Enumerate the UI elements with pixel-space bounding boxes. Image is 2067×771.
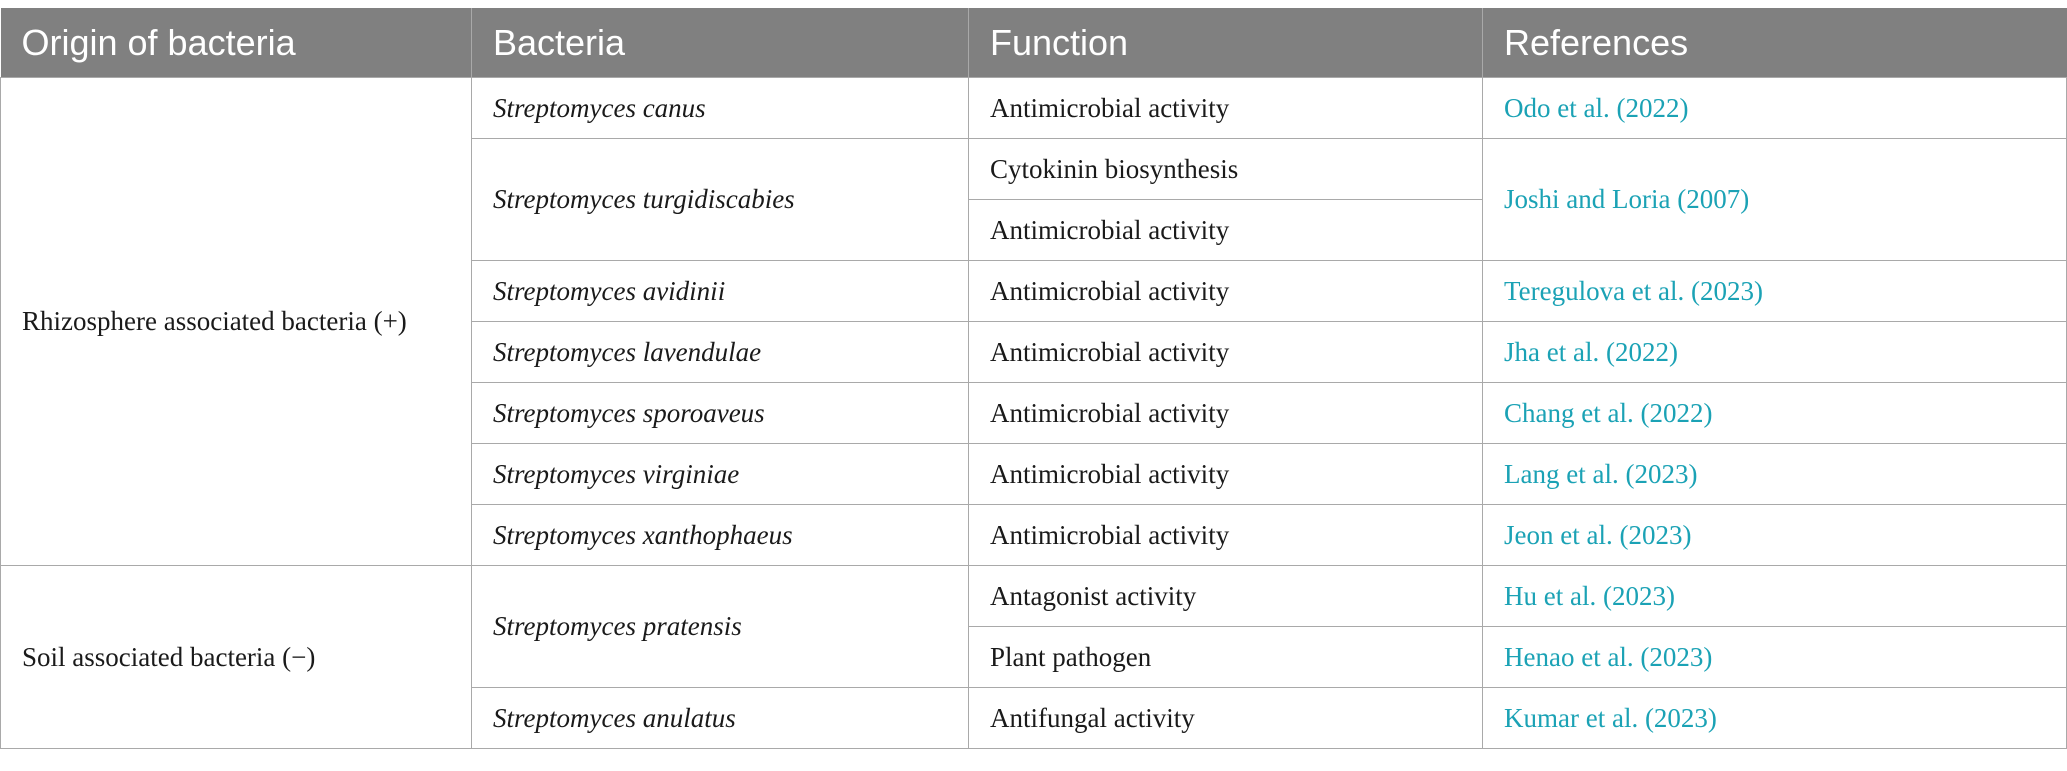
function-cell: Antifungal activity [969,688,1483,749]
bacteria-cell: Streptomyces turgidiscabies [472,139,969,261]
reference-link[interactable]: Jeon et al. (2023) [1483,505,2067,566]
header-references: References [1483,8,2067,78]
header-function: Function [969,8,1483,78]
table-row [1,78,2067,139]
reference-link[interactable]: Chang et al. (2022) [1483,383,2067,444]
function-cell: Antimicrobial activity [969,322,1483,383]
bacteria-table [0,8,2067,749]
bacteria-cell: Streptomyces virginiae [472,444,969,505]
reference-link[interactable]: Jha et al. (2022) [1483,322,2067,383]
header-row [1,8,2067,78]
reference-link[interactable]: Odo et al. (2022) [1483,78,2067,139]
header-origin: Origin of bacteria [1,8,472,78]
origin-cell: Soil associated bacteria (−) [1,566,472,749]
function-cell: Antimicrobial activity [969,383,1483,444]
bacteria-cell: Streptomyces canus [472,78,969,139]
reference-link[interactable]: Kumar et al. (2023) [1483,688,2067,749]
function-cell: Antimicrobial activity [969,200,1483,261]
function-cell: Antagonist activity [969,566,1483,627]
bacteria-cell: Streptomyces xanthophaeus [472,505,969,566]
table-row [1,566,2067,627]
header-bacteria: Bacteria [472,8,969,78]
reference-link[interactable]: Lang et al. (2023) [1483,444,2067,505]
reference-link[interactable]: Teregulova et al. (2023) [1483,261,2067,322]
function-cell: Antimicrobial activity [969,78,1483,139]
function-cell: Antimicrobial activity [969,261,1483,322]
bacteria-cell: Streptomyces anulatus [472,688,969,749]
function-cell: Antimicrobial activity [969,505,1483,566]
reference-link[interactable]: Joshi and Loria (2007) [1483,139,2067,261]
origin-cell: Rhizosphere associated bacteria (+) [1,78,472,566]
bacteria-cell: Streptomyces avidinii [472,261,969,322]
bacteria-cell: Streptomyces pratensis [472,566,969,688]
bacteria-cell: Streptomyces sporoaveus [472,383,969,444]
reference-link[interactable]: Henao et al. (2023) [1483,627,2067,688]
function-cell: Cytokinin biosynthesis [969,139,1483,200]
bacteria-cell: Streptomyces lavendulae [472,322,969,383]
reference-link[interactable]: Hu et al. (2023) [1483,566,2067,627]
function-cell: Plant pathogen [969,627,1483,688]
function-cell: Antimicrobial activity [969,444,1483,505]
